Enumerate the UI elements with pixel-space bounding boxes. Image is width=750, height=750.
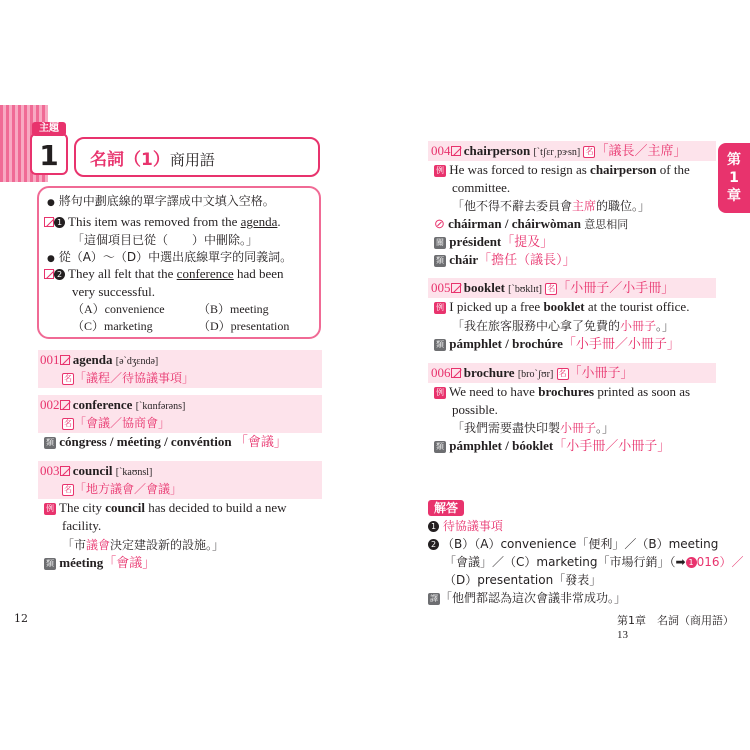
checkbox-icon[interactable] [60, 355, 70, 365]
option-d: （D）presentation [198, 319, 290, 333]
quiz-instruction-1: ● 將句中劃底線的單字譯成中文填入空格。 [47, 194, 275, 208]
answer-2-translation: 譯 「他們都認為這次會議非常成功。」 [430, 591, 627, 605]
entry-003-example: 例 The city council has decided to build a new [46, 500, 287, 515]
entry-005-example-zh: 「我在旅客服務中心拿了免費的小冊子。」 [452, 319, 675, 333]
answer-2: 2 （B）（A）convenience「便利」／（B）meeting [428, 536, 718, 552]
option-c: （C）marketing [72, 319, 153, 333]
checkbox-icon[interactable] [451, 283, 461, 293]
answer-1: 1 待協議事項 [428, 518, 503, 534]
quiz-instruction-2: ● 從（A）～（D）中選出底線單字的同義詞。 [47, 250, 293, 264]
entry-003-meaning: 名 「地方議會／會議」 [64, 482, 183, 496]
chapter-footer: 第1章 名詞（商用語） 13 [617, 614, 729, 641]
number-1-icon: 1 [54, 217, 65, 228]
entry-001-head: 001 agenda [əˋdʒɛndə] [40, 352, 159, 367]
entry-004-example-cont: committee. [452, 180, 511, 195]
entry-006-example-cont: possible. [452, 402, 498, 417]
entry-004-note: ⊘ cháirman / cháirwòman 意思相同 [434, 216, 629, 231]
checkbox-icon[interactable] [44, 269, 54, 279]
checkbox-icon[interactable] [60, 466, 70, 476]
checkbox-icon[interactable] [451, 368, 461, 378]
answers-title: 解答 [428, 500, 464, 516]
entry-005-related: 類 pámphlet / brochúre「小手冊／小冊子」 [436, 336, 680, 352]
entry-002-related: 類 cóngress / méeting / convéntion 「會議」 [46, 434, 287, 450]
entry-002-head: 002 conference [ˋkɑnfərəns] [40, 397, 186, 412]
quiz-q1-translation: 「這個項目已從（ ）中刪除。」 [72, 233, 259, 247]
option-b: （B）meeting [198, 302, 269, 316]
entry-002-meaning: 名 「會議／協商會」 [64, 416, 171, 430]
checkbox-icon[interactable] [60, 400, 70, 410]
entry-001-meaning: 名 「議程／待協議事項」 [64, 371, 195, 385]
quiz-q2-cont: very successful. [72, 284, 156, 299]
entry-005-head: 005 booklet [ˋbʊklɪt] 名 「小冊子／小手冊」 [431, 280, 675, 296]
answer-2-line-3: （D）presentation「發表」 [444, 573, 602, 587]
theme-label: 主題 [32, 122, 66, 136]
theme-badge [30, 123, 68, 175]
title-sub: 商用語 [169, 151, 215, 169]
number-2-icon: 2 [54, 269, 65, 280]
page-number-left: 12 [14, 612, 28, 625]
entry-003-related: 類 méeting「會議」 [46, 555, 156, 571]
entry-004-head: 004 chairperson [ˋtʃɛr͵pɝsn] 名 「議長／主席」 [431, 143, 687, 159]
theme-number: 1 [39, 139, 59, 172]
option-a: （A）convenience [72, 302, 165, 316]
checkbox-icon[interactable] [451, 146, 461, 156]
entry-004-related-2: 類 cháir「擔任（議長）」 [436, 252, 576, 268]
quiz-q2: 2 They all felt that the conference had been [44, 266, 284, 282]
entry-004-related-1: 關 président「提及」 [436, 234, 554, 250]
answer-2-line-2: 「會議」／（C）marketing「市場行銷」（➡ 1 016）／ [444, 555, 744, 569]
checkbox-icon[interactable] [44, 217, 54, 227]
entry-003-head: 003 council [ˋkaʊnsl] [40, 463, 153, 478]
entry-006-example: 例 We need to have brochures printed as soon as [436, 384, 691, 399]
title-main: 名詞（1） [90, 150, 170, 170]
quiz-q1: 1 This item was removed from the agenda. [44, 214, 281, 230]
entry-004-example-zh: 「他不得不辭去委員會主席的職位。」 [452, 199, 651, 213]
chapter-tab[interactable]: 第 1 章 [718, 143, 750, 213]
entry-006-related: 類 pámphlet / bóoklet「小手冊／小冊子」 [436, 438, 671, 454]
entry-003-example-cont: facility. [62, 518, 102, 533]
page-title [90, 145, 215, 170]
entry-005-example: 例 I picked up a free booklet at the tourist office. [436, 299, 690, 314]
entry-003-example-zh: 「市議會決定建設新的設施。」 [62, 538, 225, 552]
entry-006-head: 006 brochure [broˋʃʊr] 名 「小冊子」 [431, 365, 634, 381]
entry-004-example: 例 He was forced to resign as chairperson of the [436, 162, 690, 177]
entry-006-example-zh: 「我們需要盡快印製小冊子。」 [452, 421, 615, 435]
note-icon: ⊘ [434, 216, 445, 231]
